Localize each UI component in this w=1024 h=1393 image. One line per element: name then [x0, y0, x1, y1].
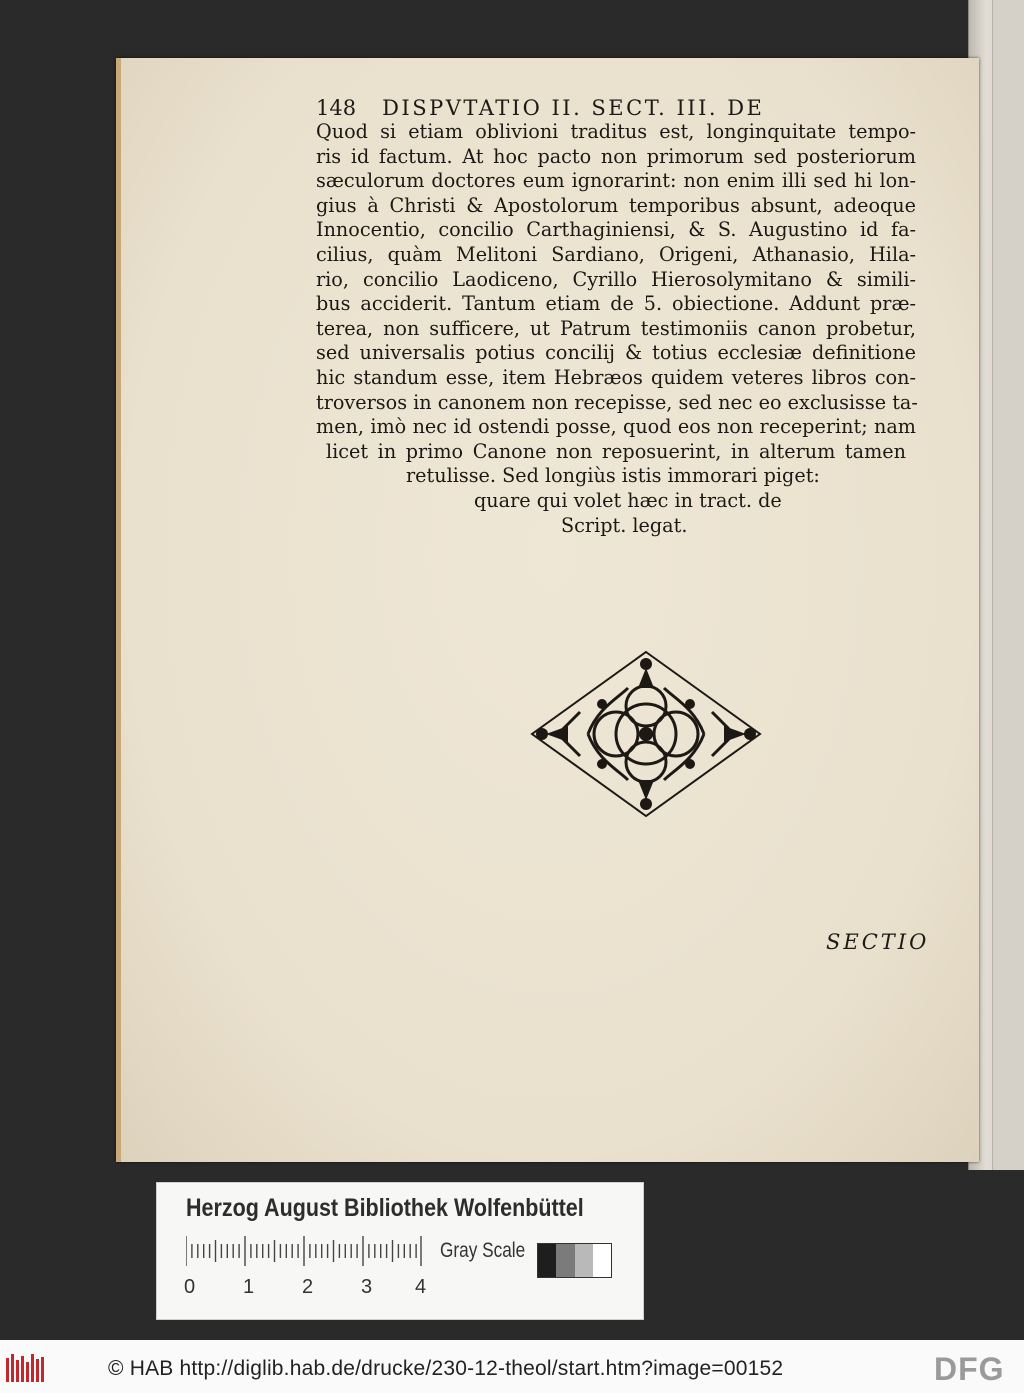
running-header: [316, 96, 816, 120]
ruler-number: 4: [415, 1276, 427, 1298]
gray-scale-swatches: [537, 1243, 612, 1278]
ruler-number: 3: [361, 1276, 373, 1298]
text-line: rio, concilio Laodiceno, Cyrillo Hierosolymitano & simili-: [316, 267, 916, 291]
text-line: sed universalis potius concilij & totius ecclesiæ definitione: [316, 341, 916, 365]
text-line: Innocentio, concilio Carthaginiensi, & S. Augustino id fa-: [316, 218, 916, 242]
text-line: ris id factum. At hoc pacto non primorum sed posteriorum: [316, 144, 916, 168]
text-line: hic standum esse, item Hebræos quidem veteres libros con-: [316, 365, 916, 389]
text-line: licet in primo Canone non reposuerint, in alterum tamen: [326, 439, 906, 463]
gray-scale-label: Gray Scale: [440, 1239, 526, 1262]
swatch-dark-gray: [556, 1244, 574, 1277]
ruler-number: 1: [243, 1276, 255, 1298]
text-line: troversos in canonem non recepisse, sed nec eo exclusisse ta-: [316, 390, 918, 414]
running-title: DISPVTATIO II. SECT. III. DE: [382, 96, 765, 120]
text-line: gius à Christi & Apostolorum temporibus absunt, adeoque: [316, 193, 916, 217]
text-line: Quod si etiam oblivioni traditus est, longinquitate tempo-: [316, 120, 916, 143]
text-line: retulisse. Sed longiùs istis immorari piget:: [406, 464, 820, 488]
page-number: 148: [316, 96, 357, 120]
text-line: quare qui volet hæc in tract. de: [474, 488, 782, 512]
text-line: cilius, quàm Melitoni Sardiano, Origeni, Athanasio, Hila-: [316, 242, 916, 266]
swatch-light-gray: [575, 1244, 593, 1277]
ruler-numbers: [180, 1276, 440, 1300]
text-line: sæculorum doctores eum ignorarint: non enim illi sed hi lon-: [316, 169, 916, 193]
library-name: Herzog August Bibliothek Wolfenbüttel: [186, 1194, 584, 1222]
ruler-number: 0: [184, 1276, 196, 1298]
text-line: Script. legat.: [561, 513, 688, 537]
ruler-number: 2: [302, 1276, 314, 1298]
text-line: men, imò nec id ostendi posse, quod eos non receperint; nam: [316, 415, 916, 439]
ornament-fleuron-icon: [528, 648, 764, 820]
dfg-logo: DFG: [934, 1351, 1005, 1387]
next-leaf-edge-inner: [992, 0, 1024, 1170]
hab-logo-icon: [6, 1354, 46, 1384]
catchword: SECTIO: [826, 930, 930, 954]
swatch-white: [593, 1244, 611, 1277]
text-line: terea, non sufficere, ut Patrum testimoniis canon probetur,: [316, 316, 916, 340]
ruler-scale: [186, 1236, 422, 1276]
footer-credit-link[interactable]: © HAB http://diglib.hab.de/drucke/230-12-theol/start.htm?image=00152: [108, 1357, 784, 1380]
text-line: bus acciderit. Tantum etiam de 5. obiectione. Addunt præ-: [316, 292, 916, 316]
swatch-black: [538, 1244, 556, 1277]
body-text: [316, 120, 916, 538]
